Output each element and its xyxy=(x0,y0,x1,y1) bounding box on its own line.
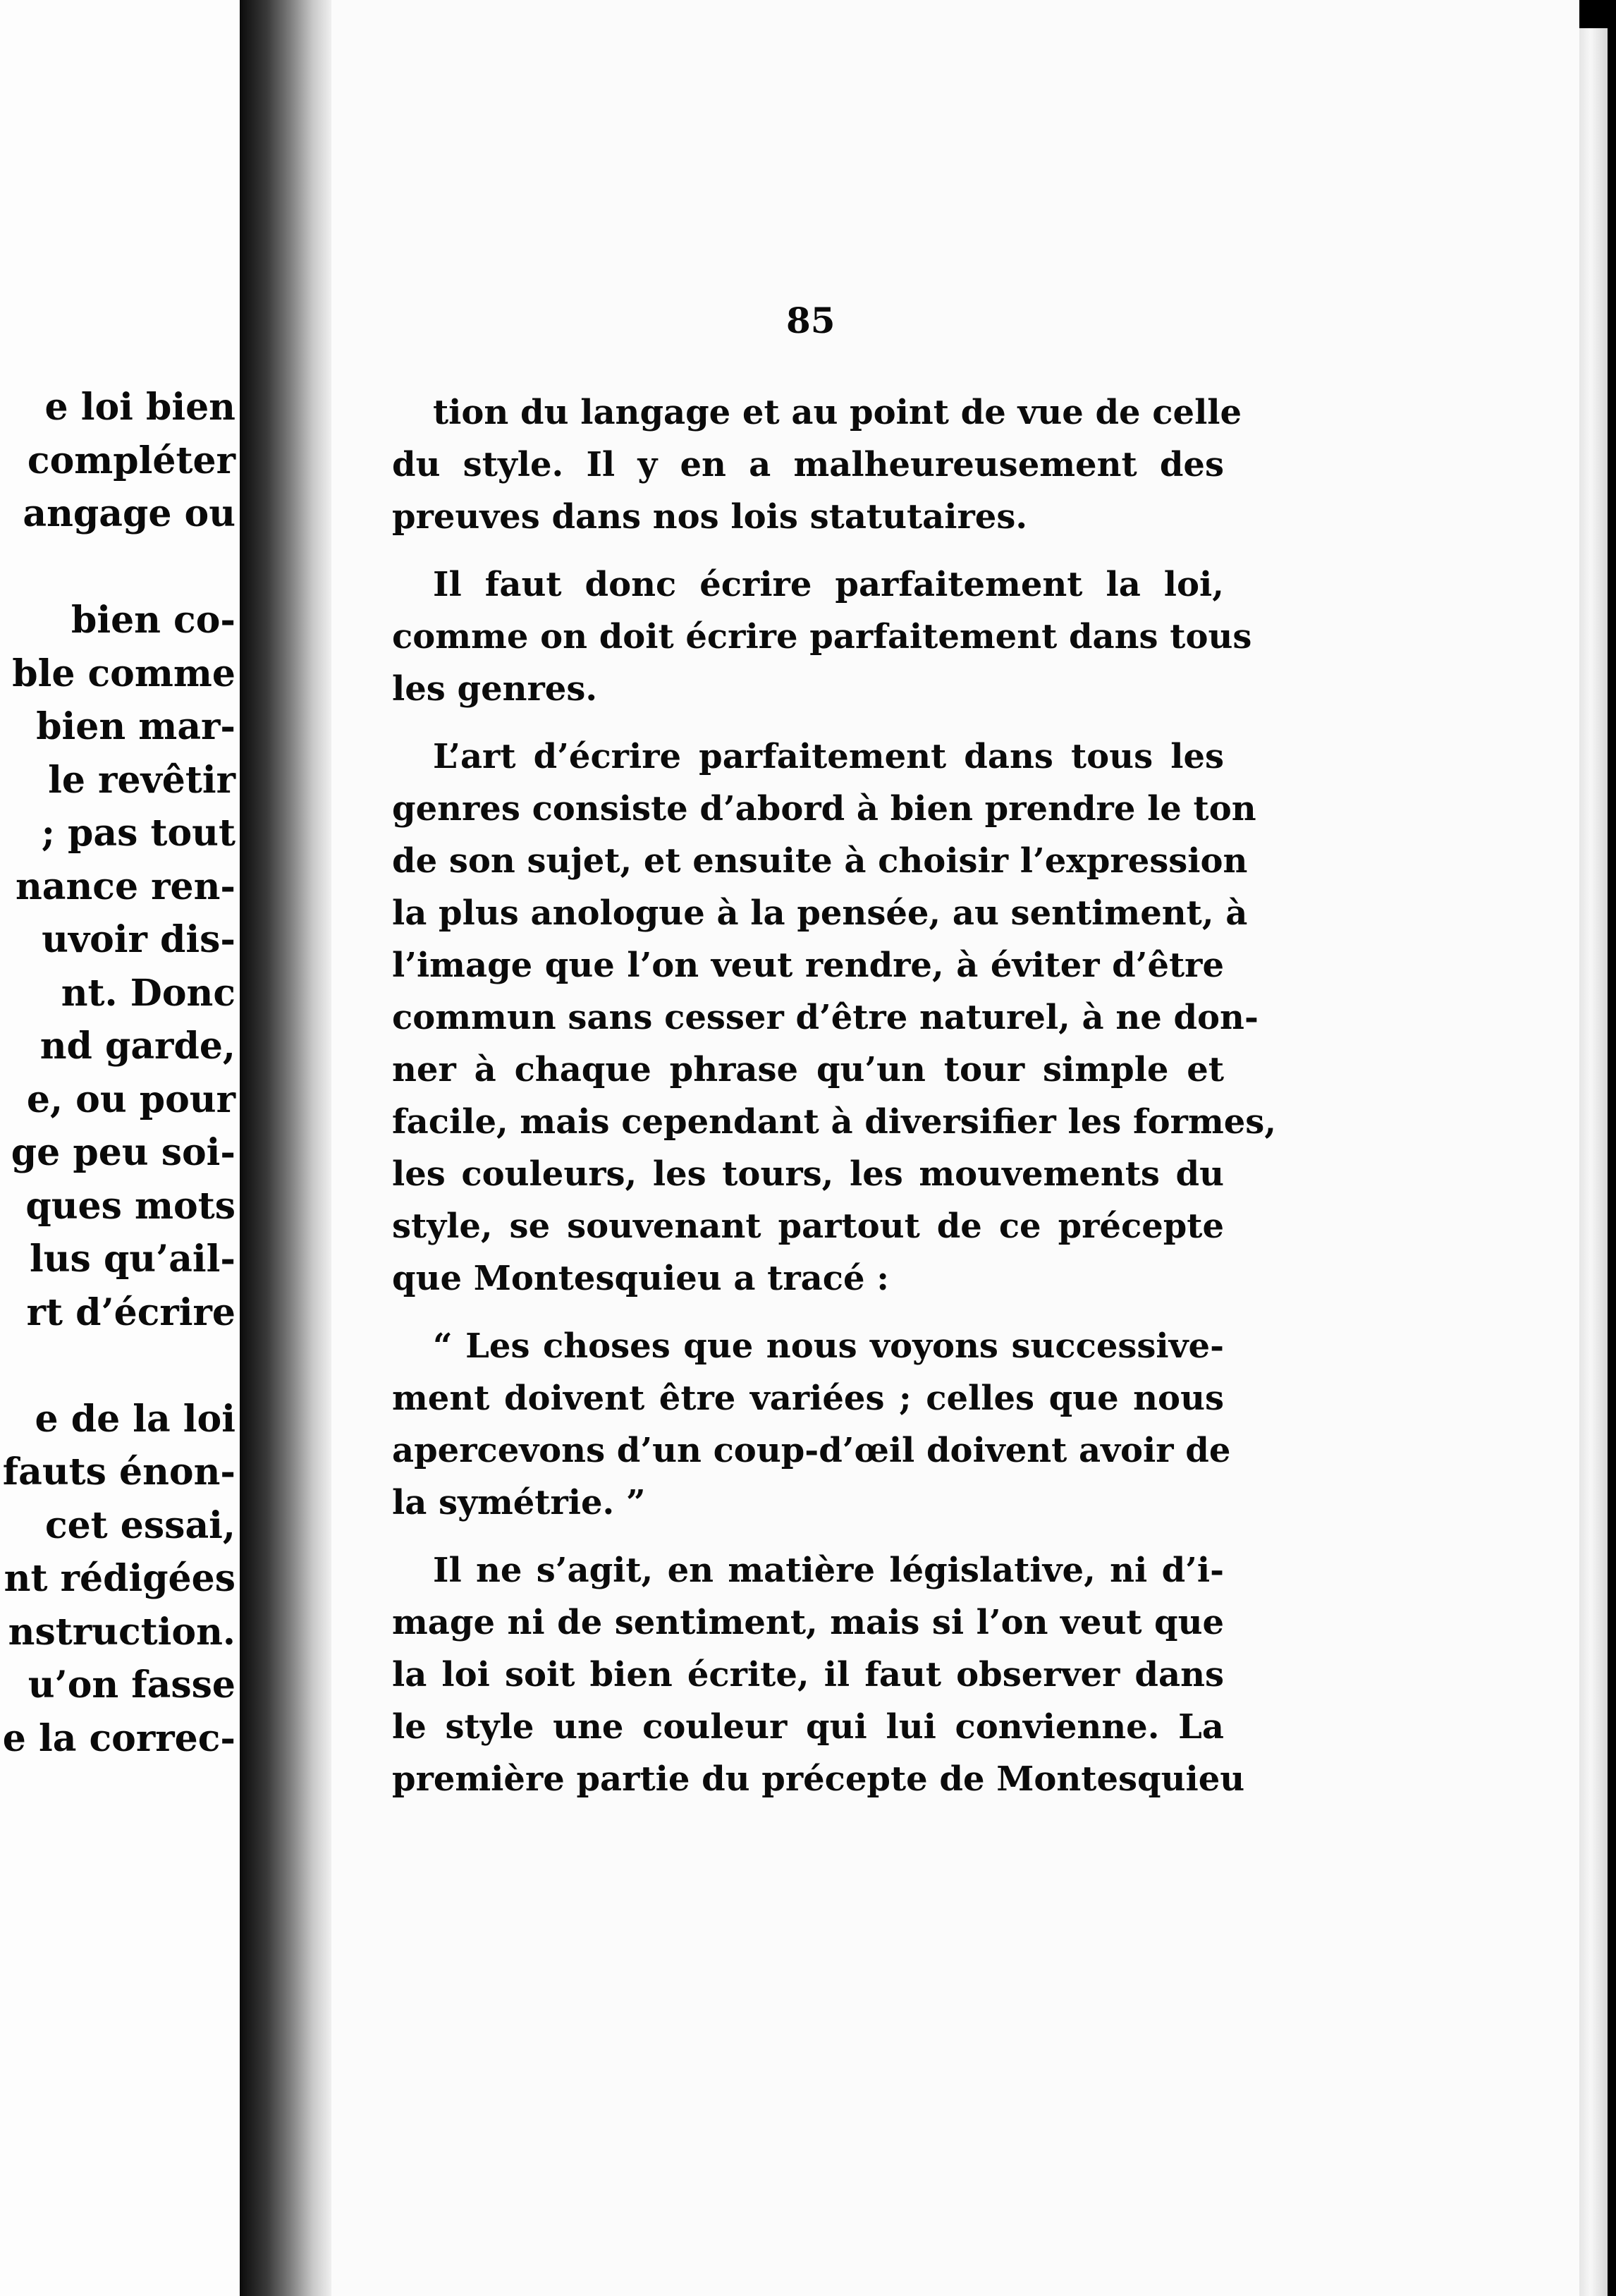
page-number: 85 xyxy=(786,300,835,341)
previous-page-fragment: bien mar- xyxy=(36,705,235,748)
previous-page-fragment: nd garde, xyxy=(39,1025,235,1068)
text-line: tion du langage et au point de vue de celle xyxy=(433,393,1242,432)
previous-page-edge xyxy=(0,0,240,2296)
page-edge-stack xyxy=(1579,28,1608,2296)
previous-page-text-fragments xyxy=(3,381,235,1765)
text-line: que Montesquieu a tracé : xyxy=(392,1259,889,1298)
text-line: “ Les choses que nous voyons successive- xyxy=(433,1326,1224,1366)
text-line: ment doivent être variées ; celles que nous xyxy=(392,1379,1224,1418)
text-line: les genres. xyxy=(392,669,598,709)
text-line: L’art d’écrire parfaitement dans tous les xyxy=(433,737,1224,776)
text-line: facile, mais cependant à diversifier les formes, xyxy=(392,1102,1277,1142)
text-line: commun sans cesser d’être naturel, à ne don- xyxy=(392,998,1259,1037)
text-line: la loi soit bien écrite, il faut observer dans xyxy=(392,1655,1224,1694)
previous-page-fragment: e de la loi xyxy=(35,1397,235,1441)
previous-page-fragment xyxy=(3,1339,235,1393)
text-line: comme on doit écrire parfaitement dans tous xyxy=(392,617,1252,657)
text-line: de son sujet, et ensuite à choisir l’expression xyxy=(392,841,1248,881)
previous-page-fragment: nt. Donc xyxy=(61,971,235,1015)
previous-page-fragment: nt rédigées xyxy=(4,1557,235,1600)
text-line: du style. Il y en a malheureusement des xyxy=(392,445,1224,484)
previous-page-fragment: nance ren- xyxy=(15,865,235,908)
text-line: l’image que l’on veut rendre, à éviter d’être xyxy=(392,946,1224,985)
paragraph xyxy=(392,1320,1231,1529)
text-line: Il ne s’agit, en matière législative, ni d’i- xyxy=(433,1551,1224,1590)
text-line: mage ni de sentiment, mais si l’on veut que xyxy=(392,1603,1224,1642)
previous-page-fragment: compléter xyxy=(27,439,235,482)
previous-page-fragment: e, ou pour xyxy=(26,1077,235,1121)
text-line: la plus anologue à la pensée, au sentiment, à xyxy=(392,893,1248,933)
text-line: preuves dans nos lois statutaires. xyxy=(392,497,1028,537)
page-body-text xyxy=(392,386,1277,1805)
previous-page-fragment: ; pas tout xyxy=(41,812,235,855)
text-line: genres consiste d’abord à bien prendre le ton xyxy=(392,789,1256,829)
previous-page-fragment: uvoir dis- xyxy=(42,918,235,961)
book-gutter-shadow xyxy=(240,0,331,2296)
text-line: Il faut donc écrire parfaitement la loi, xyxy=(433,565,1224,604)
previous-page-fragment: ques mots xyxy=(25,1184,235,1228)
text-line: les couleurs, les tours, les mouvements du xyxy=(392,1154,1224,1194)
previous-page-fragment: cet essai, xyxy=(44,1503,235,1547)
text-line: la symétrie. ” xyxy=(392,1483,646,1522)
previous-page-fragment: nstruction. xyxy=(8,1610,235,1654)
previous-page-fragment: e loi bien xyxy=(44,386,235,429)
previous-page-fragment: le revêtir xyxy=(48,758,235,802)
text-line: ner à chaque phrase qu’un tour simple et xyxy=(392,1050,1224,1089)
previous-page-fragment: lus qu’ail- xyxy=(30,1238,235,1281)
text-line: le style une couleur qui lui convienne. La xyxy=(392,1707,1224,1747)
paragraph xyxy=(392,1544,1245,1805)
previous-page-fragment: bien co- xyxy=(71,599,235,642)
text-line: apercevons d’un coup-d’œil doivent avoir de xyxy=(392,1431,1231,1470)
paragraph xyxy=(392,731,1277,1305)
previous-page-fragment xyxy=(3,541,235,594)
text-line: première partie du précepte de Montesquieu xyxy=(392,1759,1245,1799)
previous-page-fragment: fauts énon- xyxy=(2,1451,235,1494)
previous-page-fragment: u’on fasse xyxy=(27,1663,235,1706)
previous-page-fragment: e la correc- xyxy=(2,1716,235,1760)
previous-page-fragment: ge peu soi- xyxy=(11,1131,235,1174)
previous-page-fragment: ble comme xyxy=(12,652,235,695)
previous-page-fragment: angage ou xyxy=(23,492,235,535)
paragraph xyxy=(392,558,1252,715)
previous-page-fragment: rt d’écrire xyxy=(26,1290,235,1334)
paragraph xyxy=(392,386,1242,543)
text-line: style, se souvenant partout de ce précepte xyxy=(392,1207,1224,1246)
